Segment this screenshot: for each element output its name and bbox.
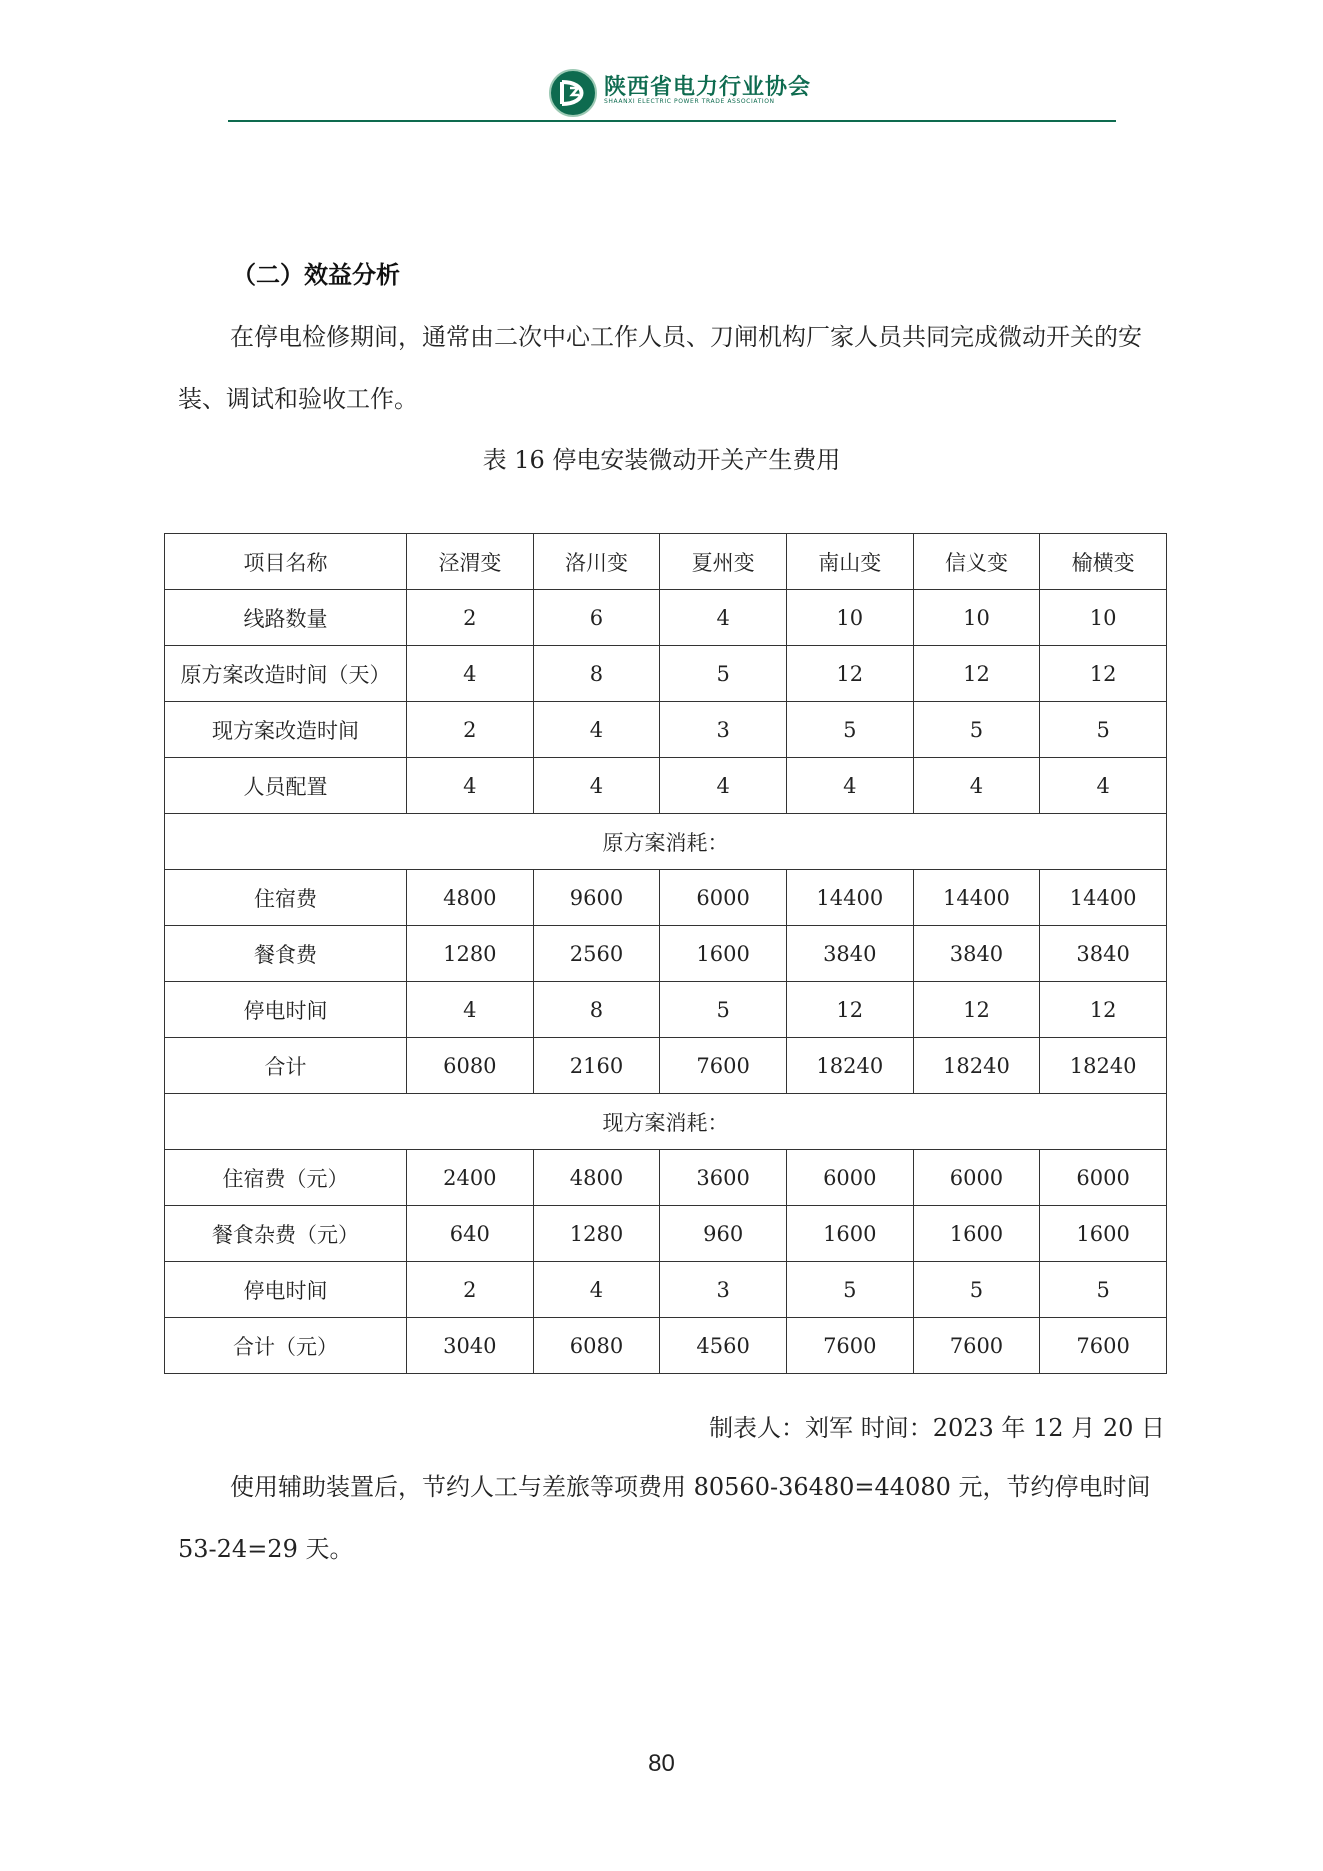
page-number: 80 <box>648 1750 675 1777</box>
table-cell: 3840 <box>1040 926 1167 982</box>
row-label-cell: 合计（元） <box>165 1318 407 1374</box>
table-cell: 14400 <box>786 870 913 926</box>
table-cell: 3040 <box>407 1318 534 1374</box>
table-cell: 4 <box>660 590 787 646</box>
paragraph-intro-text: 在停电检修期间，通常由二次中心工作人员、刀闸机构厂家人员共同完成微动开关的安装、调试和验收工作。 <box>178 323 1142 413</box>
table-cell: 1600 <box>786 1206 913 1262</box>
table-cell: 12 <box>786 646 913 702</box>
table-row <box>165 590 1167 646</box>
section-row-new-plan <box>165 1094 1167 1150</box>
row-label-cell: 项目名称 <box>165 534 407 590</box>
table-cell: 1280 <box>407 926 534 982</box>
table-cell: 12 <box>1040 646 1167 702</box>
table-cell: 2 <box>407 702 534 758</box>
table-cell: 4 <box>1040 758 1167 814</box>
table-cell: 7600 <box>913 1318 1040 1374</box>
table-cell: 4 <box>407 982 534 1038</box>
table-cell: 7600 <box>1040 1318 1167 1374</box>
table-cell: 2160 <box>533 1038 660 1094</box>
table-cell: 6000 <box>913 1150 1040 1206</box>
table-cell: 3840 <box>786 926 913 982</box>
table-row <box>165 1150 1167 1206</box>
table-cell: 10 <box>786 590 913 646</box>
table-cell: 泾渭变 <box>407 534 534 590</box>
table-cell: 18240 <box>1040 1038 1167 1094</box>
table-row <box>165 982 1167 1038</box>
table-cell: 7600 <box>660 1038 787 1094</box>
row-label-cell: 住宿费（元） <box>165 1150 407 1206</box>
table-cell: 3 <box>660 1262 787 1318</box>
table-cell: 4 <box>786 758 913 814</box>
table-cell: 640 <box>407 1206 534 1262</box>
row-label-cell: 餐食杂费（元） <box>165 1206 407 1262</box>
table-cell: 4 <box>407 646 534 702</box>
paragraph-savings <box>178 1456 1168 1580</box>
table-cell: 3600 <box>660 1150 787 1206</box>
paragraph-savings-text: 使用辅助装置后，节约人工与差旅等项费用 80560-36480=44080 元，节约停电时间 53-24=29 天。 <box>178 1473 1151 1563</box>
table-cell: 18240 <box>786 1038 913 1094</box>
table-cell: 960 <box>660 1206 787 1262</box>
table-cell: 18240 <box>913 1038 1040 1094</box>
table-cell: 榆横变 <box>1040 534 1167 590</box>
table-cell: 5 <box>660 982 787 1038</box>
table-caption: 表 16 停电安装微动开关产生费用 <box>482 446 841 474</box>
table-cell: 14400 <box>913 870 1040 926</box>
table-cell: 6080 <box>533 1318 660 1374</box>
table-cell: 4800 <box>533 1150 660 1206</box>
table-row <box>165 1262 1167 1318</box>
table-cell: 5 <box>1040 1262 1167 1318</box>
table-cell: 2560 <box>533 926 660 982</box>
table-cell: 5 <box>913 702 1040 758</box>
table-cell: 1600 <box>1040 1206 1167 1262</box>
row-label-cell: 原方案改造时间（天） <box>165 646 407 702</box>
association-logo-icon <box>548 68 598 118</box>
org-name-en: SHAANXI ELECTRIC POWER TRADE ASSOCIATION <box>604 98 775 105</box>
table-cell: 10 <box>1040 590 1167 646</box>
table-cell: 2 <box>407 590 534 646</box>
page-header <box>228 62 1116 122</box>
section-title: （二）效益分析 <box>232 261 400 289</box>
row-label-cell: 人员配置 <box>165 758 407 814</box>
row-label-cell: 停电时间 <box>165 982 407 1038</box>
table-cell: 5 <box>786 702 913 758</box>
table-row <box>165 1206 1167 1262</box>
table-cell: 夏州变 <box>660 534 787 590</box>
table-row <box>165 646 1167 702</box>
table-cell: 12 <box>913 982 1040 1038</box>
table-cell: 12 <box>1040 982 1167 1038</box>
table-cell: 南山变 <box>786 534 913 590</box>
table-row <box>165 1038 1167 1094</box>
table-cell: 3840 <box>913 926 1040 982</box>
table-cell: 6000 <box>1040 1150 1167 1206</box>
table-row <box>165 1318 1167 1374</box>
table-row <box>165 702 1167 758</box>
paragraph-intro <box>178 306 1168 430</box>
table-cell: 洛川变 <box>533 534 660 590</box>
table-cell: 4 <box>407 758 534 814</box>
table-cell: 9600 <box>533 870 660 926</box>
table-cell: 3 <box>660 702 787 758</box>
table-maker-note: 制表人：刘军 时间：2023 年 12 月 20 日 <box>709 1414 1165 1442</box>
table-cell: 5 <box>786 1262 913 1318</box>
table-cell: 1600 <box>660 926 787 982</box>
table-cell: 4800 <box>407 870 534 926</box>
table-cell: 4560 <box>660 1318 787 1374</box>
table-row <box>165 870 1167 926</box>
section-header-cell: 原方案消耗： <box>165 814 1167 870</box>
table-cell: 1600 <box>913 1206 1040 1262</box>
row-label-cell: 现方案改造时间 <box>165 702 407 758</box>
table-cell: 14400 <box>1040 870 1167 926</box>
table-cell: 2 <box>407 1262 534 1318</box>
table-row <box>165 758 1167 814</box>
table-cell: 1280 <box>533 1206 660 1262</box>
table-cell: 6000 <box>786 1150 913 1206</box>
table-cell: 5 <box>660 646 787 702</box>
table-cell: 7600 <box>786 1318 913 1374</box>
table-cell: 10 <box>913 590 1040 646</box>
section-row-old-plan <box>165 814 1167 870</box>
table-cell: 4 <box>533 702 660 758</box>
header-divider <box>228 120 1116 122</box>
table-cell: 4 <box>913 758 1040 814</box>
row-label-cell: 合计 <box>165 1038 407 1094</box>
table-header-row <box>165 534 1167 590</box>
org-name: 陕西省电力行业协会 <box>604 75 812 100</box>
row-label-cell: 线路数量 <box>165 590 407 646</box>
table-cell: 2400 <box>407 1150 534 1206</box>
row-label-cell: 住宿费 <box>165 870 407 926</box>
table-cell: 5 <box>913 1262 1040 1318</box>
table-cell: 4 <box>533 758 660 814</box>
table-cell: 6000 <box>660 870 787 926</box>
table-cell: 信义变 <box>913 534 1040 590</box>
table-cell: 5 <box>1040 702 1167 758</box>
table-cell: 8 <box>533 982 660 1038</box>
row-label-cell: 餐食费 <box>165 926 407 982</box>
table-row <box>165 926 1167 982</box>
table-cell: 6 <box>533 590 660 646</box>
table-cell: 4 <box>533 1262 660 1318</box>
table-cell: 12 <box>786 982 913 1038</box>
table-cell: 6080 <box>407 1038 534 1094</box>
row-label-cell: 停电时间 <box>165 1262 407 1318</box>
cost-table <box>164 533 1167 1374</box>
section-header-cell: 现方案消耗： <box>165 1094 1167 1150</box>
table-cell: 8 <box>533 646 660 702</box>
table-cell: 12 <box>913 646 1040 702</box>
table-cell: 4 <box>660 758 787 814</box>
